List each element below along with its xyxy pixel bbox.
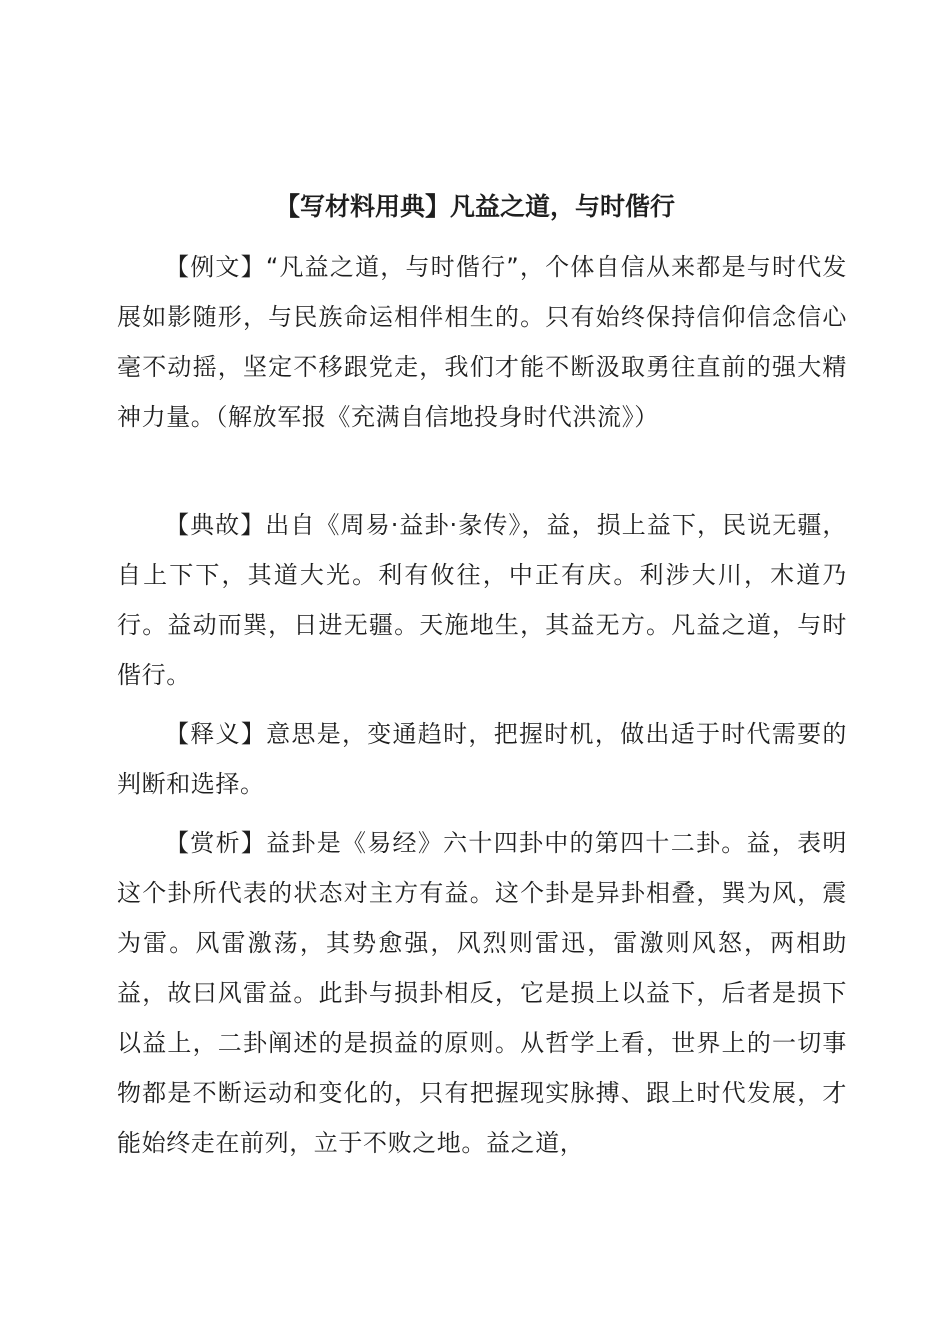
paragraph-appreciation: 【赏析】益卦是《易经》六十四卦中的第四十二卦。益，表明这个卦所代表的状态对主方有益。这个卦是异卦相叠，巽为风，震为雷。风雷激荡，其势愈强，风烈则雷迅，雷激则风怒，两相助益，故曰风雷益。此卦与损卦相反，它是损上以益下，后者是损下以益上，二卦阐述的是损益的原则。从哲学上看，世界上的一切事物都是不断运动和变化的，只有把握现实脉搏、跟上时代发展，才能始终走在前列，立于不败之地。益之道， bbox=[117, 829, 847, 1157]
paragraph-example: 【例文】“凡益之道，与时偕行”，个体自信从来都是与时代发展如影随形，与民族命运相伴相生的。只有始终保持信仰信念信心毫不动摇，坚定不移跟党走，我们才能不断汲取勇往直前的强大精神力量。（解放军报《充满自信地投身时代洪流》） bbox=[117, 253, 847, 431]
document-title: 【写材料用典】凡益之道，与时偕行 bbox=[274, 192, 675, 221]
paragraph-allusion: 【典故】出自《周易·益卦·彖传》，益，损上益下，民说无疆，自上下下，其道大光。利有攸往，中正有庆。利涉大川，木道乃行。益动而巽，日进无疆。天施地生，其益无方。凡益之道，与时偕行。 bbox=[117, 511, 847, 689]
paragraph-meaning: 【释义】意思是，变通趋时，把握时机，做出适于时代需要的判断和选择。 bbox=[117, 720, 847, 798]
